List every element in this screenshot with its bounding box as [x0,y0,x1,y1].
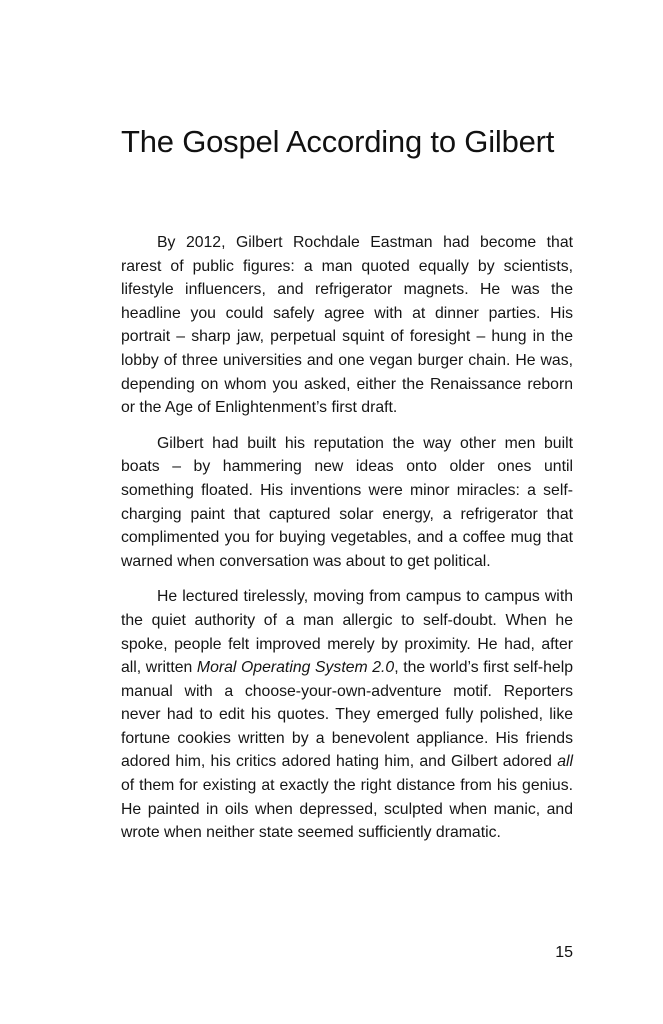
chapter-title: The Gospel According to Gilbert [121,124,555,159]
page-number: 15 [555,944,573,961]
paragraph-1: By 2012, Gilbert Rochdale Eastman had become that rarest of public figures: a man quoted equally by scientists, lifestyle influencers, and refrigerator magnets. He was the headline you could safely agree with at dinner parties. His portrait – sharp jaw, perpetual squint of foresight – hung in the lobby of three universities and one vegan burger chain. He was, depending on whom you asked, either the Renaissance reborn or the Age of Enlightenment’s first draft. [121,234,573,417]
emphasis-word: all [557,753,573,771]
paragraph-3-part-1: He lectured tirelessly, moving from campus to campus with the quiet authority of a man allergic to self-doubt. When he spoke, people felt improved merely by proximity. He had, after all, written [121,588,573,677]
book-title: Moral Operating System 2.0 [196,659,395,677]
paragraph-3-part-3: of them for existing at exactly the right distance from his genius. He painted in oils when depressed, sculpted when manic, and wrote when neither state seemed sufficiently dramatic. [121,777,573,842]
paragraph-2: Gilbert had built his reputation the way other men built boats – by hammering new ideas onto older ones until something floated. His inventions were minor miracles: a self-charging paint that captured solar energy, a refrigerator that complimented you for buying vegetables, and a coffee mug that warned when conversation was about to get political. [121,434,573,570]
paragraph-3 [121,585,573,845]
paragraph-3-part-2: , the world’s first self-help manual with a choose-your-own-adventure motif. Reporters never had to edit his quotes. They emerged fully polished, like fortune cookies written by a benevolent appliance. His friends adored him, his critics adored hating him, and Gilbert adored [121,659,573,771]
chapter-body [121,231,573,845]
